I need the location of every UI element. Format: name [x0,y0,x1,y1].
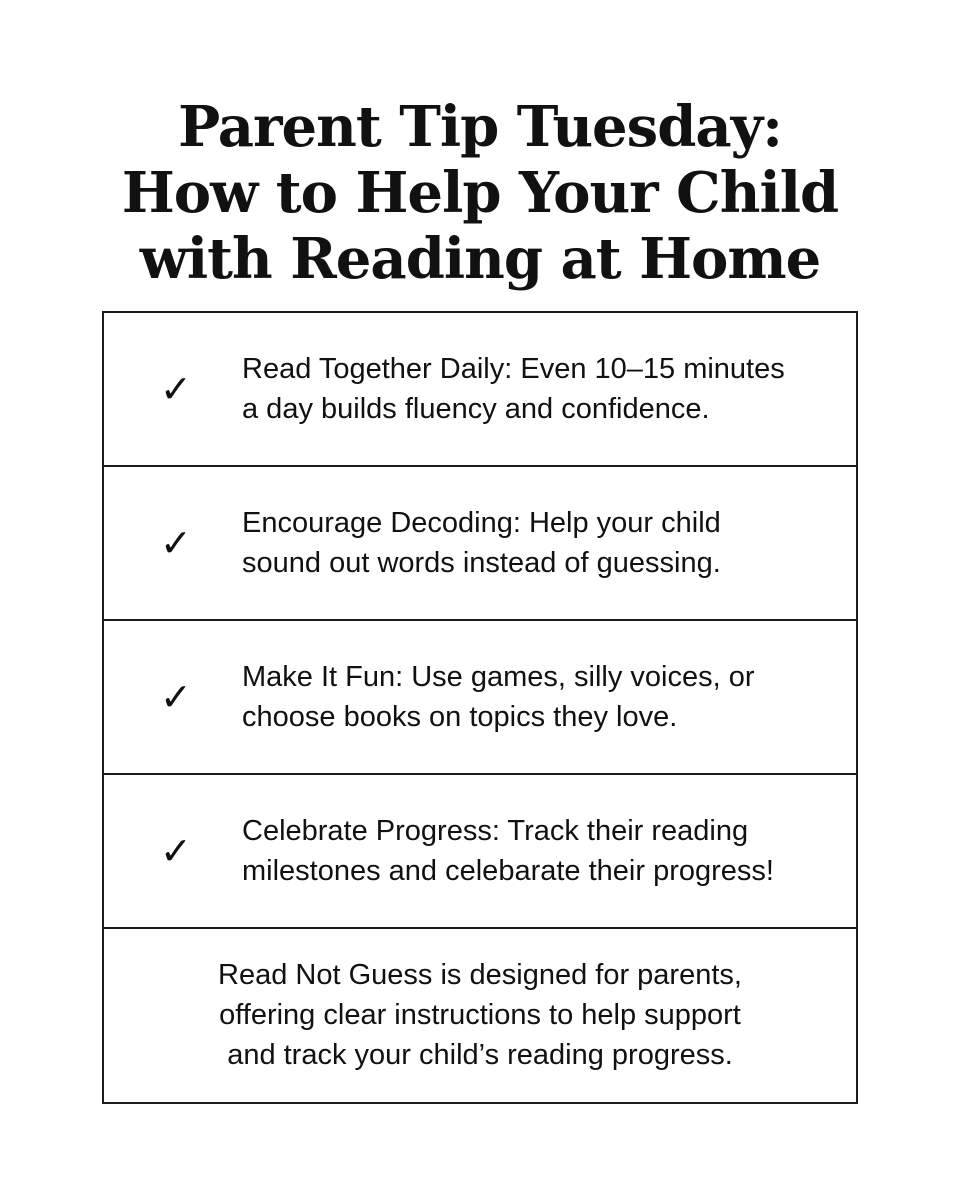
title-line: Parent Tip Tuesday: [178,93,782,160]
tip-text [242,811,826,891]
tip-row-read-together [104,313,856,467]
checkmark-icon: ✓ [160,521,192,565]
tip-line: Read Together Daily: Even 10–15 minutes [242,353,785,385]
tip-line: milestones and celebarate their progress! [242,855,774,887]
tip-line: Make It Fun: Use games, silly voices, or [242,661,755,693]
checkmark-icon: ✓ [160,675,192,719]
tip-text [242,503,826,583]
tip-row-make-it-fun [104,621,856,775]
tip-text [242,657,826,737]
title-line: with Reading at Home [139,225,821,292]
footer-line: Read Not Guess is designed for parents, [218,958,742,991]
tip-line: Celebrate Progress: Track their reading [242,815,749,847]
tip-line: sound out words instead of guessing. [242,547,721,579]
tip-row-celebrate-progress [104,775,856,929]
footer-row [104,929,856,1100]
title-line: How to Help Your Child [121,159,839,226]
tips-table [102,311,858,1104]
checkmark-icon: ✓ [160,367,192,411]
tip-row-encourage-decoding [104,467,856,621]
tip-text [242,349,826,429]
tip-line: a day builds fluency and confidence. [242,393,710,425]
checkmark-icon: ✓ [160,829,192,873]
footer-note [104,955,856,1075]
tip-line: Encourage Decoding: Help your child [242,507,721,539]
footer-line: offering clear instructions to help support [219,998,741,1031]
page-title [0,94,960,292]
footer-line: and track your child’s reading progress. [227,1038,733,1071]
tip-line: choose books on topics they love. [242,701,678,733]
